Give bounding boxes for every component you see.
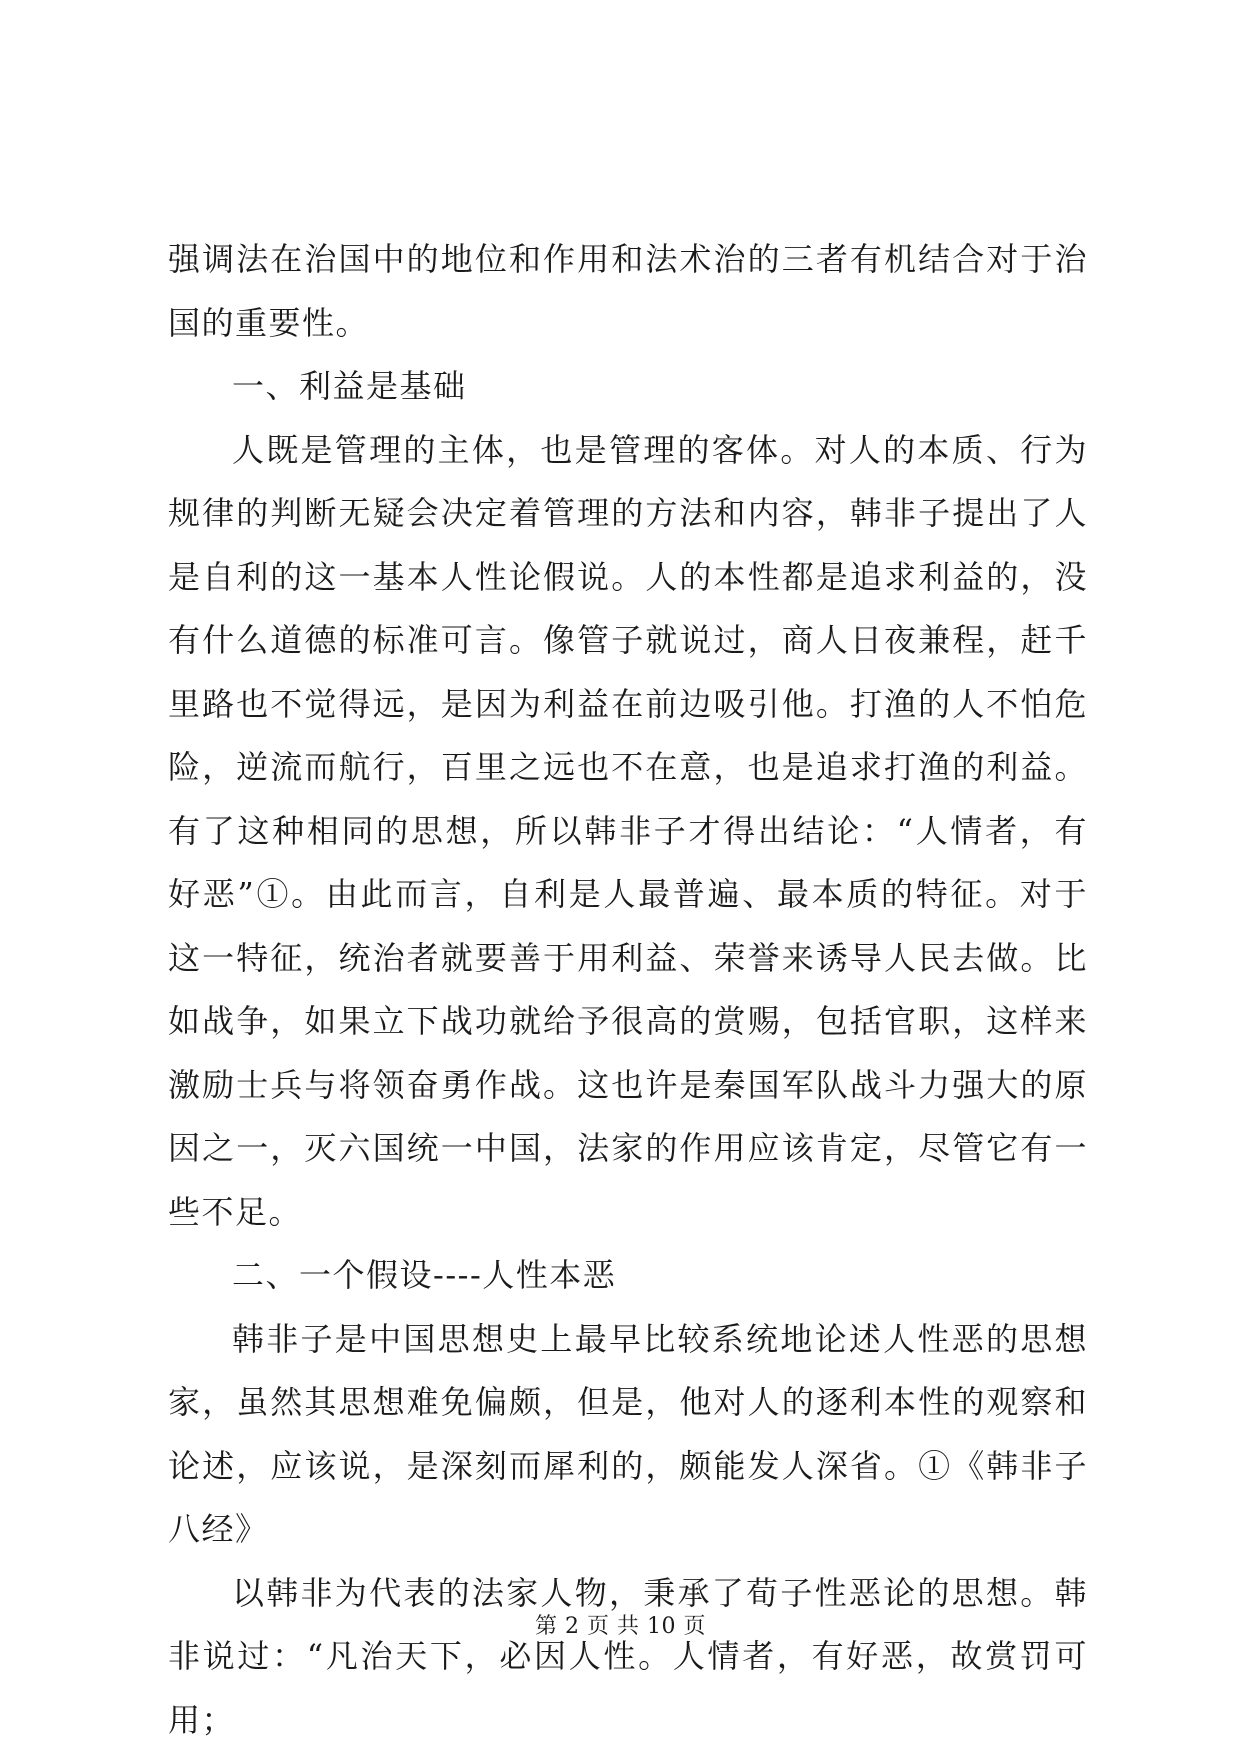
page-number-footer: 第 2 页 共 10 页 — [535, 1614, 706, 1639]
document-body — [168, 228, 1088, 1752]
paragraph-self-interest: 人既是管理的主体，也是管理的客体。对人的本质、行为规律的判断无疑会决定着管理的方法和内容，韩非子提出了人是自利的这一基本人性论假说。人的本性都是追求利益的，没有什么道德的标准可言。像管子就说过，商人日夜兼程，赶千里路也不觉得远，是因为利益在前边吸引他。打渔的人不怕危险，逆流而航行，百里之远也不在意，也是追求打渔的利益。有了这种相同的思想，所以韩非子才得出结论：“人情者，有好恶”①。由此而言，自利是人最普遍、最本质的特征。对于这一特征，统治者就要善于用利益、荣誉来诱导人民去做。比如战争，如果立下战功就给予很高的赏赐，包括官职，这样来激励士兵与将领奋勇作战。这也许是秦国军队战斗力强大的原因之一，灭六国统一中国，法家的作用应该肯定，尽管它有一些不足。 — [168, 430, 1088, 1231]
paragraph-continuation: 强调法在治国中的地位和作用和法术治的三者有机结合对于治国的重要性。 — [168, 240, 1088, 342]
paragraph-hanfeizi-evil-nature: 韩非子是中国思想史上最早比较系统地论述人性恶的思想家，虽然其思想难免偏颇，但是，他对人的逐利本性的观察和论述，应该说，是深刻而犀利的，颇能发人深省。①《韩非子八经》 — [168, 1319, 1088, 1548]
section-heading-human-nature: 二、一个假设----人性本恶 — [232, 1256, 617, 1294]
section-heading-interest: 一、利益是基础 — [232, 367, 467, 405]
paragraph-legalist-inheritance: 以韩非为代表的法家人物，秉承了荀子性恶论的思想。韩非说过：“凡治天下，必因人性。人情者，有好恶，故赏罚可用； — [168, 1573, 1088, 1739]
